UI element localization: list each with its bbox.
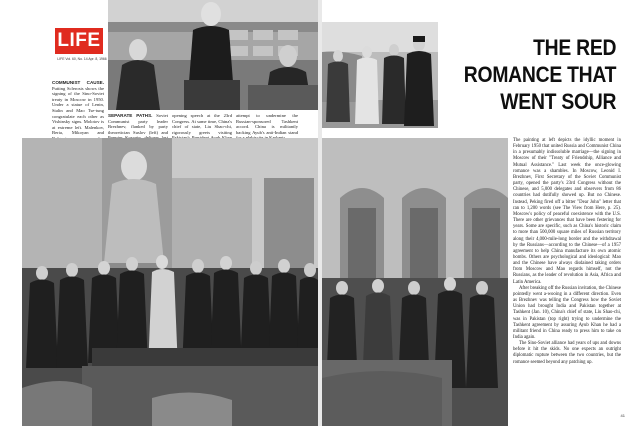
photo-liu-ayub	[322, 22, 438, 128]
treaty-painting-left-art	[22, 138, 318, 426]
article-headline	[464, 34, 616, 115]
treaty-painting-right-art	[322, 138, 508, 426]
headline-line-1: THE RED	[532, 35, 616, 60]
caption-body: opening speech at the 23rd Congress. At same time, China's chief of state, Liu Shao-chi, rigorously greets visiting	[172, 113, 232, 135]
caption-head: SEPARATE PATHS.	[108, 113, 153, 118]
caption-body: Putting Sclerosis shows the signing of the Sino-Soviet treaty in Moscow in 1950. Under a statue of Lenin, Stalin and Mao Tse-tung congratulate each other as Vishinsky signs. Molotov is at extreme left. Malenkov, Beria, Mikoyan and	[52, 85, 104, 136]
photo-brezhnev-congress	[108, 0, 318, 110]
liu-ayub-photo-art	[322, 22, 438, 128]
article-body	[513, 138, 621, 366]
article-paragraph-2: After breaking off the Russian invitation, the Chinese pointedly went a-wooing in a different direction. Even as Brezhnev was telling the Congress how the Soviet Union had brought India and Pakistan together at Tashkent (Jan. 10), China's chief of state, Liu Shao-chi, was in Pakistan (top right) trying to undermine the Tashkent agreement by assuring Ayub Khan he had a militant friend in China ready to press him to take on India again.	[513, 285, 621, 340]
left-page	[0, 0, 318, 426]
page-number: 41	[620, 413, 625, 418]
headline-line-3: WENT SOUR	[500, 89, 616, 114]
photo-treaty-painting-left	[22, 138, 318, 426]
life-logo: LIFE	[55, 28, 103, 54]
issue-line: LIFE Vol. 60, No. 14 Apr. 8, 1966	[57, 57, 107, 61]
right-page	[322, 0, 640, 426]
headline-line-2: ROMANCE THAT	[463, 62, 616, 87]
caption-head: COMMUNIST CAUSE.	[52, 80, 104, 85]
article-paragraph-3: The Sino-Soviet alliance had years of ups and downs before it hit the skids. No one expects an outright diplomatic rupture between the two countries, but the romance seemed beyond any patching up.	[513, 341, 621, 365]
brezhnev-photo-art	[108, 0, 318, 110]
article-paragraph-1: The painting at left depicts the idyllic moment in February 1950 that united Russia and Communist China in a presumably indissoluble marriage—the signing in Moscow of their "Treaty of Friendship, Alliance and Mutual Assistance." Last week the once-glowing romance was a shambles. In Moscow, Leonid I. Brezhnev, First Secretary of the Soviet Communist party, opened the party's 23rd Congress without the Chinese, and 5,000 delegates and observers from 86 countries had dutifully showed up. But no Chinese. Instead, Peking fired off a bitter "Dear John" letter that ran to 1,200 words (see The View from Here, p. 25). Moscow's policy of peaceful coexistence with the U.S. There are other grievances that have been festering for years. Some are specific, such as China's historic claim to more than 500,000 square miles of Russian territory along their 4,000-mile-long border and the withdrawal by the Russians—according to the Chinese—of a 1957 agreement to help China manufacture its own atomic bombs. Others are psychological and ideological: Mao and the Chinese have always disdained taking orders from Moscow and Mao regards himself, not the Russians, as the leader of revolution in Asia, Africa and Latin America.	[513, 138, 621, 285]
photo-treaty-painting-right	[322, 138, 508, 426]
caption-body: Soviet Communist party leader Brezhnev, flanked by party theoretician Suslov (left) and	[108, 113, 168, 135]
caption-tashkent	[236, 113, 298, 141]
caption-body: attempt to undermine the Russian-sponsored Tashkent accord. China is militantly backing Ayub's anti-Indian stand	[236, 113, 298, 135]
